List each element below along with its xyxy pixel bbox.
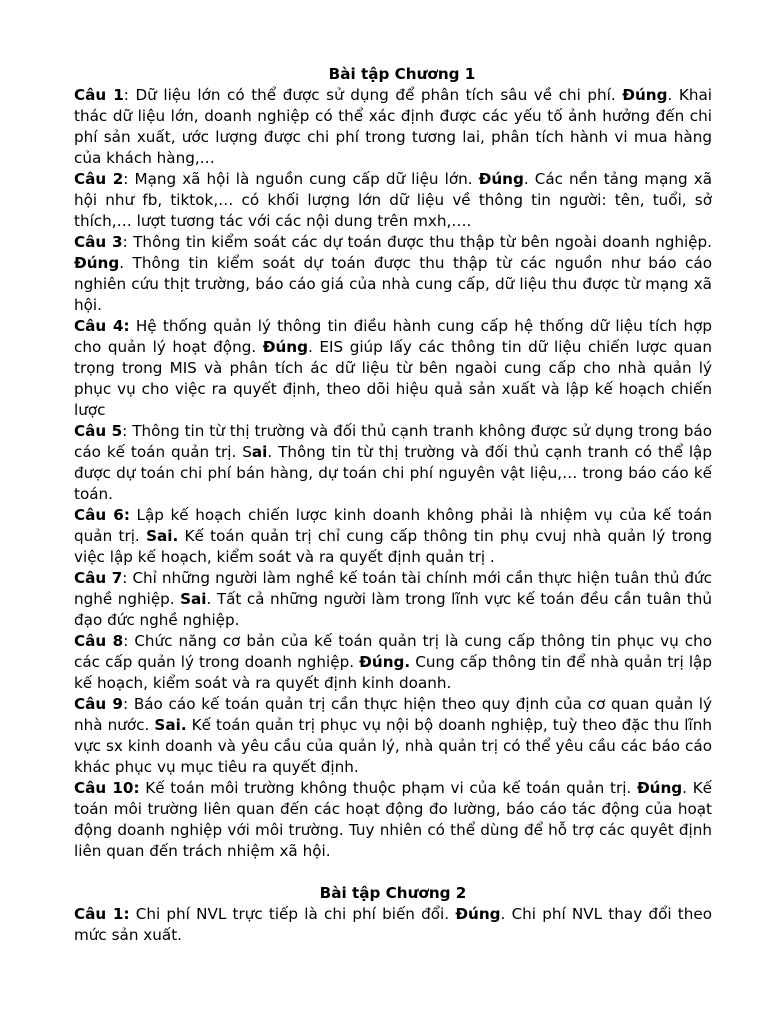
question-separator: : [123, 632, 135, 650]
question-separator: : [123, 170, 135, 188]
question-statement: Thông tin kiểm soát các dự toán được thu thập từ bên ngoài doanh nghiệp. [133, 233, 712, 251]
question-statement: Chi phí NVL trực tiếp là chi phí biến đổi. [135, 905, 456, 923]
question-statement: Hệ thống quản lý thông tin điều hành cung cấp hệ thống dữ liệu tích hợp cho quản lý hoạt động. [74, 317, 713, 356]
question-answer: Đúng [74, 254, 120, 272]
question-statement: Kế toán môi trường không thuộc phạm vi của kế toán quản trị. [145, 779, 637, 797]
question-label: Câu 6: [74, 506, 130, 524]
question-7 [74, 568, 712, 631]
question-explanation: . EIS giúp lấy các thông tin dữ liệu chiến lược quan trọng trong MIS và phân tích ác dữ liệu từ bên ngaòi cung cấp cho nhà quản lý phục vụ cho việc ra quyết định, theo dõi hiệu quả sản xuất và lập kế hoạch chiến lược [74, 338, 712, 419]
question-1 [74, 904, 712, 946]
question-statement: Thông tin từ thị trường và đối thủ cạnh tranh không được sử dụng trong báo cáo kế toán quản trị. S [74, 422, 712, 461]
question-separator: : [122, 233, 134, 251]
question-10 [74, 778, 712, 862]
question-label: Câu 2 [74, 170, 124, 188]
question-label: Câu 1 [74, 86, 124, 104]
question-answer: Sai. [154, 716, 187, 734]
chapter-1-title: Bài tập Chương 1 [328, 65, 476, 83]
question-separator: : [122, 695, 134, 713]
question-explanation: Kế toán quản trị chỉ cung cấp thông tin phụ cvuj nhà quản lý trong việc lập kế hoạch, kiểm soát và ra quyết định quản trị . [74, 527, 712, 566]
question-label: Câu 3 [74, 233, 123, 251]
question-explanation: . Các nền tảng mạng xã hội như fb, tiktok,… có khối lượng lớn dữ liệu về thông tin người: tên, tuổi, sở thích,… lượt tương tác với các nội dung trên mxh,…. [74, 170, 712, 230]
question-4 [74, 316, 712, 421]
question-label: Câu 8 [74, 632, 124, 650]
chapter-1-questions [74, 85, 712, 862]
question-answer: Sai. [146, 527, 179, 545]
question-statement: Chỉ những người làm nghề kế toán tài chính mới cần thực hiện tuân thủ đức nghề nghiệp. [74, 569, 713, 608]
question-statement: Báo cáo kế toán quản trị cần thực hiện theo quy định của cơ quan quản lý nhà nước. [74, 695, 713, 734]
question-answer: Đúng [455, 905, 501, 923]
question-label: Câu 7 [74, 569, 123, 587]
question-answer: Đúng [262, 338, 308, 356]
question-explanation: . Kế toán môi trường liên quan đến các hoạt động đo lường, báo cáo tác động của hoạt động doanh nghiệp với môi trường. Tuy nhiên có thể dùng để hỗ trợ các quyêt định liên quan đến trách nhiệm xã hội. [74, 779, 712, 860]
question-answer: ai [251, 443, 268, 461]
question-answer: Sai [180, 590, 207, 608]
question-label: Câu 4: [74, 317, 130, 335]
question-explanation: . Thông tin kiểm soát dự toán được thu thập từ các nguồn như báo cáo nghiên cứu thịt trường, báo cáo giá của nhà cung cấp, dữ liệu thu được từ mạng xã hội. [74, 254, 712, 314]
question-8 [74, 631, 712, 694]
question-statement: Lập kế hoạch chiến lược kinh doanh không phải là nhiệm vụ của kế toán quản trị. [74, 506, 713, 545]
question-separator [130, 506, 137, 524]
question-2 [74, 169, 712, 232]
question-label: Câu 1: [74, 905, 130, 923]
question-explanation: Kế toán quản trị phục vụ nội bộ doanh nghiệp, tuỳ theo đặc thu lĩnh vực sx kinh doanh và yêu cầu của quản lý, nhà quản trị có thể yêu cầu các báo cáo khác phục vụ mục tiêu ra quyết định. [74, 716, 712, 776]
question-explanation: . Tất cả những người làm trong lĩnh vực kế toán đều cần tuân thủ đạo đức nghề nghiệp. [74, 590, 712, 629]
question-label: Câu 10: [74, 779, 140, 797]
question-separator: : [122, 422, 133, 440]
question-separator: : [122, 569, 133, 587]
question-3 [74, 232, 712, 316]
question-answer: Đúng [478, 170, 524, 188]
question-separator: : [123, 86, 136, 104]
question-6 [74, 505, 712, 568]
question-label: Câu 5 [74, 422, 123, 440]
question-answer: Đúng [622, 86, 668, 104]
question-1 [74, 85, 712, 169]
question-answer: Đúng [636, 779, 683, 797]
question-statement: Chức năng cơ bản của kế toán quản trị là cung cấp thông tin phục vụ cho các cấp quản lý trong doanh nghiệp. [74, 632, 712, 671]
chapter-spacer [74, 862, 712, 883]
question-5 [74, 421, 712, 505]
question-9 [74, 694, 712, 778]
chapter-2-title: Bài tập Chương 2 [319, 884, 467, 902]
question-explanation: Cung cấp thông tin để nhà quản trị lập kế hoạch, kiểm soát và ra quyết định kinh doanh. [74, 653, 712, 692]
question-answer: Đúng. [359, 653, 411, 671]
question-statement: Mạng xã hội là nguồn cung cấp dữ liệu lớn. [134, 170, 479, 188]
question-statement: Dữ liệu lớn có thể được sử dụng để phân tích sâu về chi phí. [135, 86, 623, 104]
question-label: Câu 9 [74, 695, 123, 713]
question-explanation: . Khai thác dữ liệu lớn, doanh nghiệp có thể xác định được các yếu tố ảnh hưởng đến chi phí sản xuất, ước lượng được chi phí trong tương lai, phân tích hành vi mua hàng của khách hàng,… [74, 86, 712, 167]
question-explanation: . Thông tin từ thị trường và đối thủ cạnh tranh có thể lập được dự toán chi phí bán hàng, dự toán chi phí nguyên vật liệu,… trong báo cáo kế toán. [74, 443, 712, 503]
question-explanation: . Chi phí NVL thay đổi theo mức sản xuất. [74, 905, 713, 944]
chapter-2-questions [74, 904, 712, 946]
